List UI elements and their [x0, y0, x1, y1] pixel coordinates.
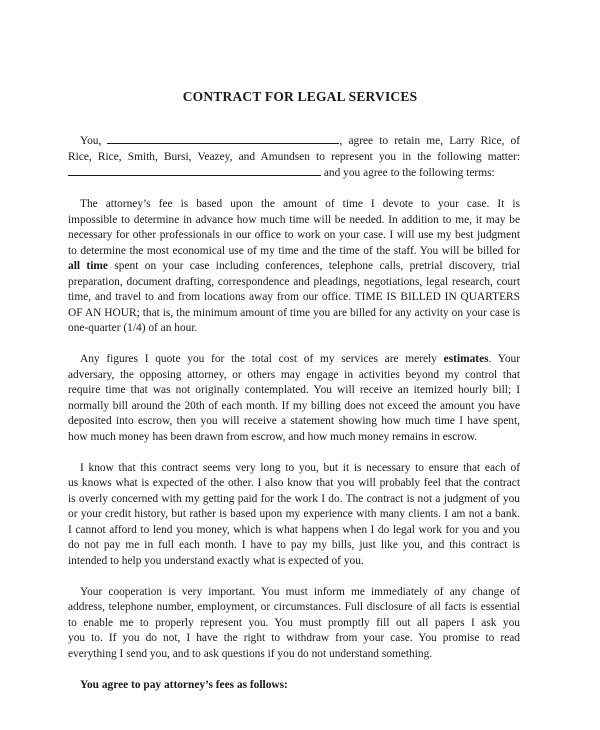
- p4-line-3: to enable me to properly represent you. You must promptly fill out all papers I ask you: [68, 616, 520, 629]
- client-name-blank: [107, 133, 339, 144]
- p3-line-3: is overly concerned with my getting paid for the work I do. The contract is not a judgment of you: [68, 492, 520, 505]
- p3-line-2: us knows what is expected of the other. I also know that you will probably feel that the contract: [68, 477, 520, 489]
- p2-line-1-a: Any figures I quote you for the total cost of my services are merely: [80, 353, 444, 365]
- cooperation-paragraph: [68, 585, 520, 663]
- p1-line-4: to determine the most economical use of my time and the time of the staff. You will be billed for: [68, 244, 520, 257]
- p2-line-5: deposited into escrow, then you will receive a statement showing how much time I have spent,: [68, 415, 520, 427]
- p1-line-3: necessary for other professionals in our office to work on your case. I will use my best judgment: [68, 229, 520, 241]
- contract-length-paragraph: [68, 461, 520, 570]
- p1-line-1: The attorney’s fee is based upon the amount of time I devote to your case. It is: [80, 198, 520, 210]
- p2-line-6: how much money has been drawn from escrow, and how much money remains in escrow.: [68, 430, 478, 443]
- p1-line-5-rest: spent on your case including conferences, telephone calls, pretrial discovery, trial: [107, 260, 520, 272]
- p1-line-9: one-quarter (1/4) of an hour.: [68, 322, 198, 334]
- intro-paragraph: [68, 133, 520, 182]
- p2-line-2: adversary, the opposing attorney, or others may engage in activities beyond my control that: [68, 368, 520, 381]
- matter-blank: [68, 165, 321, 176]
- p3-line-5: I cannot afford to lend you money, which is what happens when I do legal work for you and you: [68, 523, 520, 536]
- p1-line-7: time, and travel to and from locations away from our office. TIME IS BILLED IN QUARTERS: [68, 291, 520, 303]
- p2-line-4: normally bill around the 20th of each month. If my billing does not exceed the amount you have: [68, 399, 520, 412]
- intro-agree-text: , agree to retain me, Larry Rice, of: [339, 135, 520, 147]
- intro-line-3: and you agree to the following terms:: [323, 167, 495, 179]
- p3-line-1: I know that this contract seems very long to you, but it is necessary to ensure that each of: [80, 461, 520, 474]
- fee-basis-paragraph: [68, 197, 520, 337]
- document-title: CONTRACT FOR LEGAL SERVICES: [182, 89, 418, 104]
- p2-line-1-b: . Your: [488, 353, 520, 365]
- p1-line-2: impossible to determine in advance how much time will be needed. In addition to me, it may be: [68, 213, 520, 226]
- p2-line-3: require time that was not originally contemplated. You will receive an itemized hourly bill; I: [68, 384, 520, 396]
- fees-heading: You agree to pay attorney’s fees as follows:: [80, 678, 288, 691]
- all-time-emphasis: all time: [68, 260, 108, 272]
- estimates-emphasis: estimates: [443, 353, 489, 365]
- document-body: [68, 133, 520, 693]
- estimates-paragraph: [68, 352, 520, 445]
- p1-line-8: OF AN HOUR; that is, the minimum amount of time you are billed for any activity on your case is: [68, 306, 520, 319]
- intro-line-2: Rice, Rice, Smith, Bursi, Veazey, and Amundsen to represent you in the following matter:: [68, 150, 520, 163]
- p1-line-6: preparation, document drafting, correspondence and pleadings, negotiations, legal research, court: [68, 275, 520, 288]
- p3-line-6: do not pay me in full each month. I have to pay my bills, just like you, and this contract is: [68, 539, 520, 551]
- p2-line-1: [68, 352, 520, 368]
- p3-line-7: intended to help you understand exactly what is expected of you.: [68, 554, 364, 567]
- p3-line-4: or your credit history, but rather is based upon my experience with many clients. I am not a bank.: [68, 508, 520, 520]
- p4-line-5: everything I send you, and to ask questions if you do not understand something.: [68, 647, 433, 660]
- p1-line-5: [68, 259, 520, 275]
- intro-you-label: You,: [80, 135, 102, 147]
- p4-line-2: address, telephone number, employment, or circumstances. Full disclosure of all facts is essential: [68, 601, 520, 613]
- p4-line-1: Your cooperation is very important. You must inform me immediately of any change of: [80, 585, 520, 598]
- p4-line-4: you to. If you do not, I have the right to withdraw from your case. You promise to read: [68, 632, 520, 644]
